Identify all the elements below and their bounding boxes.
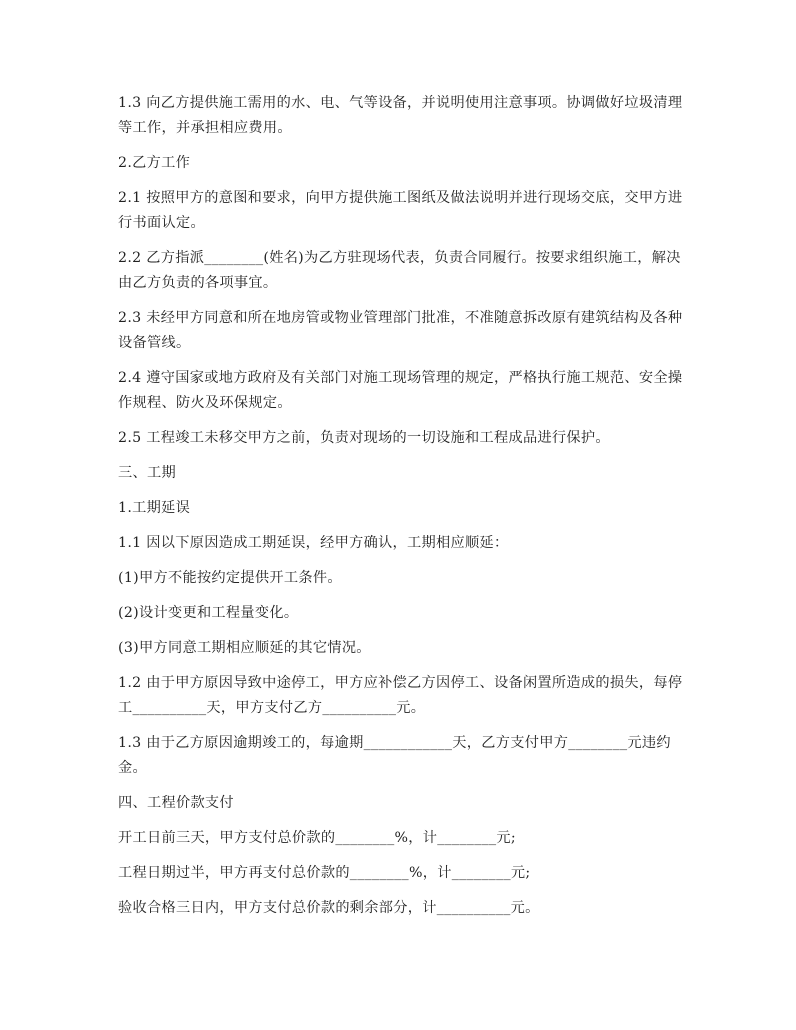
clause-2-3-structure: 2.3 未经甲方同意和所在地房管或物业管理部门批准，不准随意拆改原有建筑结构及各种设备管线。 — [118, 310, 683, 351]
heading-schedule-delay: 1.工期延误 — [118, 500, 191, 516]
clause-2-5-protection: 2.5 工程竣工未移交甲方之前，负责对现场的一切设施和工程成品进行保护。 — [118, 430, 610, 446]
clause-1-3-utilities: 1.3 向乙方提供施工需用的水、电、气等设备，并说明使用注意事项。协调做好垃圾清理等工作，并承担相应费用。 — [118, 95, 683, 136]
list-item-delay-2: (2)设计变更和工程量变化。 — [118, 605, 299, 621]
payment-line-acceptance: 验收合格三日内，甲方支付总价款的剩余部分，计__________元。 — [118, 900, 540, 916]
section-heading-payment: 四、工程价款支付 — [118, 795, 234, 811]
list-item-delay-3: (3)甲方同意工期相应顺延的其它情况。 — [118, 640, 371, 656]
payment-line-start: 开工日前三天，甲方支付总价款的________%，计________元; — [118, 830, 516, 846]
list-item-delay-1: (1)甲方不能按约定提供开工条件。 — [118, 570, 342, 586]
clause-1-2-stoppage-compensation: 1.2 由于甲方原因导致中途停工，甲方应补偿乙方因停工、设备闲置所造成的损失，每停工__________天，甲方支付乙方__________元。 — [118, 675, 683, 716]
payment-line-midway: 工程日期过半，甲方再支付总价款的________%，计________元; — [118, 865, 531, 881]
clause-2-1-drawings: 2.1 按照甲方的意图和要求，向甲方提供施工图纸及做法说明并进行现场交底，交甲方进行书面认定。 — [118, 190, 683, 231]
clause-1-3-overdue-penalty: 1.3 由于乙方原因逾期竣工的，每逾期____________天，乙方支付甲方________元违约金。 — [118, 735, 671, 776]
clause-1-1-delay-reasons: 1.1 因以下原因造成工期延误，经甲方确认，工期相应顺延： — [118, 535, 509, 551]
section-heading-schedule: 三、工期 — [118, 465, 176, 481]
document-page — [118, 91, 684, 931]
clause-2-2-site-representative: 2.2 乙方指派________(姓名)为乙方驻现场代表，负责合同履行。按要求组织施工，解决由乙方负责的各项事宜。 — [118, 250, 681, 291]
clause-2-4-regulations: 2.4 遵守国家或地方政府及有关部门对施工现场管理的规定，严格执行施工规范、安全操作规程、防火及环保规定。 — [118, 370, 683, 411]
heading-party-b-work: 2.乙方工作 — [118, 155, 191, 171]
